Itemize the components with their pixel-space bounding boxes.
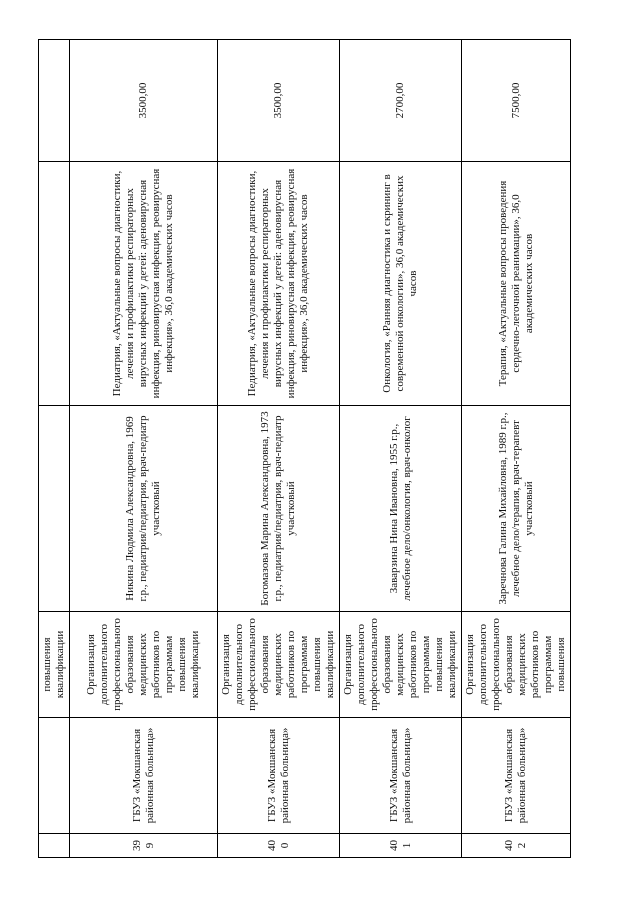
table-row <box>70 40 218 858</box>
employee-info: Никина Людмила Александровна, 1969 г.р., педиатрия/педиатрия, врач-педиатр участковый <box>70 406 218 612</box>
cell-empty <box>39 834 70 858</box>
organization-name: ГБУЗ «Мокшанская районная больница» <box>462 718 571 834</box>
data-table <box>38 39 571 858</box>
course-description: Педиатрия, «Актуальные вопросы диагностики, лечения и профилактики респираторных вирусных инфекций у детей: аденовирусная инфекция, риновирусная инфекция, реовирусная инфекция», 36,0 академических часов <box>218 162 340 406</box>
row-number: 402 <box>462 834 571 858</box>
course-description: Онкология, «Ранняя диагностика и скрининг в современной онкологии», 36,0 академических часов <box>340 162 462 406</box>
program-type: Организация дополнительного профессионального образования медицинских работников по программам повышения квалификации <box>340 612 462 718</box>
organization-name: ГБУЗ «Мокшанская районная больница» <box>218 718 340 834</box>
amount: 2700,00 <box>340 40 462 162</box>
organization-name: ГБУЗ «Мокшанская районная больница» <box>70 718 218 834</box>
row-number: 400 <box>218 834 340 858</box>
rotated-table-page <box>38 40 567 858</box>
row-number: 401 <box>340 834 462 858</box>
employee-info: Заречнова Галина Михайловна, 1989 г.р., лечебное дело/терапия, врач-терапевт участковый <box>462 406 571 612</box>
table-row <box>462 40 571 858</box>
cell-empty <box>39 162 70 406</box>
table-row <box>340 40 462 858</box>
program-type: Организация дополнительного профессионального образования медицинских работников по программам повышения квалификации <box>218 612 340 718</box>
course-description: Педиатрия, «Актуальные вопросы диагностики, лечения и профилактики респираторных вирусных инфекций у детей: аденовирусная инфекция, риновирусная инфекция, реовирусная инфекция», 36,0 академических часов <box>70 162 218 406</box>
program-type: Организация дополнительного профессионального образования медицинских работников по программам повышения квалификации <box>70 612 218 718</box>
organization-name: ГБУЗ «Мокшанская районная больница» <box>340 718 462 834</box>
row-number: 399 <box>70 834 218 858</box>
table-row <box>218 40 340 858</box>
employee-info: Заварзина Нина Ивановна, 1955 г.р., лечебное дело/онкология, врач-онколог <box>340 406 462 612</box>
employee-info: Богомазова Марина Александровна, 1973 г.р., педиатрия/педиатрия, врач-педиатр участковый <box>218 406 340 612</box>
amount: 3500,00 <box>70 40 218 162</box>
cell-empty <box>39 40 70 162</box>
amount: 3500,00 <box>218 40 340 162</box>
course-description: Терапия, «Актуальные вопросы проведения сердечно-легочной реанимации», 36,0 академических часов <box>462 162 571 406</box>
amount: 7500,00 <box>462 40 571 162</box>
table-row-continuation <box>39 40 70 858</box>
cell-empty <box>39 718 70 834</box>
program-type-fragment: повышения квалификации <box>39 612 70 718</box>
cell-empty <box>39 406 70 612</box>
program-type: Организация дополнительного профессионального образования медицинских работников по программам повышения <box>462 612 571 718</box>
